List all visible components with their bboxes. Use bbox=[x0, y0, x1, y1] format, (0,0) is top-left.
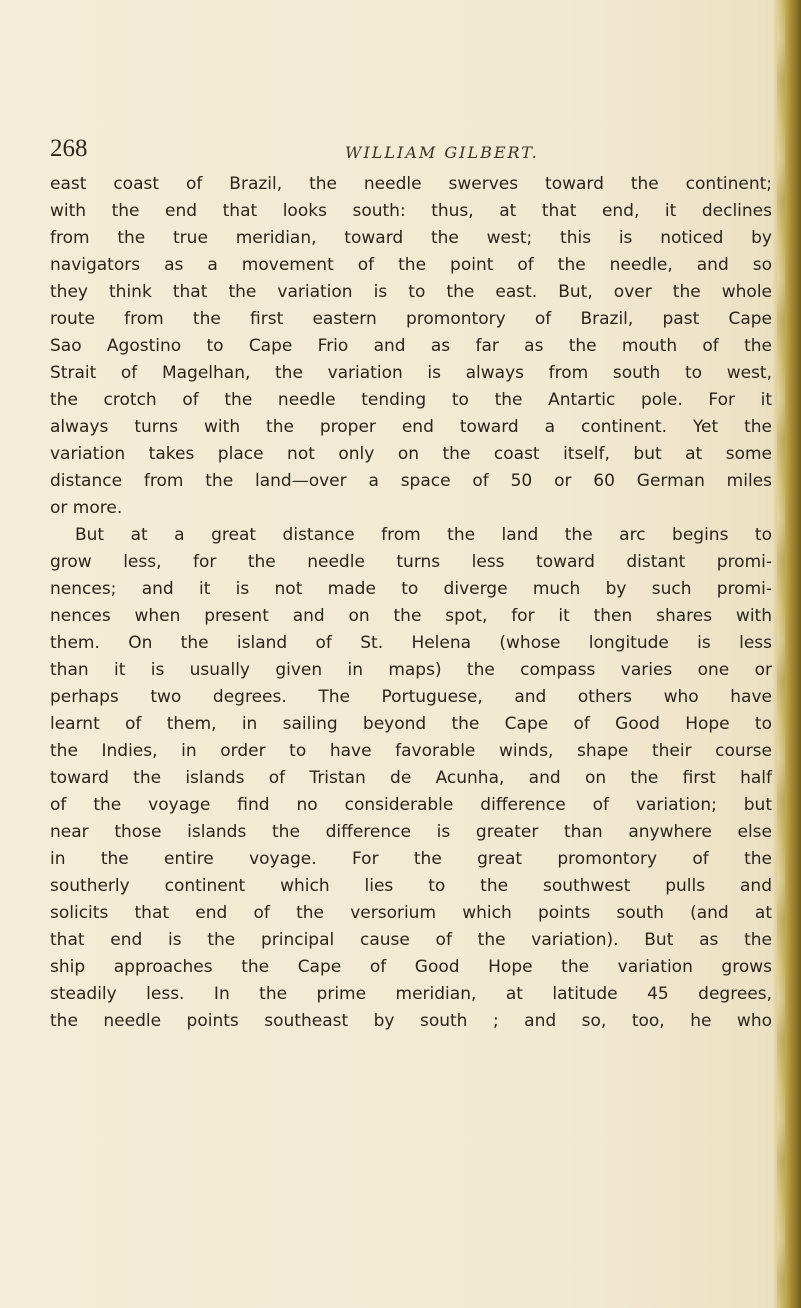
text-line: near those islands the difference is greater than anywhere else bbox=[50, 822, 772, 842]
text-line: them. On the island of St. Helena (whose longitude is less bbox=[50, 633, 772, 653]
body-text bbox=[50, 171, 772, 1035]
page-header bbox=[0, 135, 801, 167]
text-line: ship approaches the Cape of Good Hope the variation grows bbox=[50, 957, 772, 977]
text-line: toward the islands of Tristan de Acunha, and on the first half bbox=[50, 768, 772, 788]
page-number: 268 bbox=[50, 135, 88, 162]
text-line: distance from the land—over a space of 50 or 60 German miles bbox=[50, 471, 772, 491]
text-line: perhaps two degrees. The Portuguese, and others who have bbox=[50, 687, 772, 707]
text-line: the crotch of the needle tending to the Antartic pole. For it bbox=[50, 390, 772, 410]
paragraph-end-line: or more. bbox=[50, 498, 123, 518]
text-line: southerly continent which lies to the southwest pulls and bbox=[50, 876, 772, 896]
text-line: route from the first eastern promontory of Brazil, past Cape bbox=[50, 309, 772, 329]
page-binding-edge bbox=[771, 0, 801, 1308]
text-line: that end is the principal cause of the variation). But as the bbox=[50, 930, 772, 950]
text-line: grow less, for the needle turns less toward distant promi- bbox=[50, 552, 772, 572]
text-line: steadily less. In the prime meridian, at latitude 45 degrees, bbox=[50, 984, 772, 1004]
text-line: nences; and it is not made to diverge much by such promi- bbox=[50, 579, 772, 599]
text-line: navigators as a movement of the point of the needle, and so bbox=[50, 255, 772, 275]
text-line: variation takes place not only on the coast itself, but at some bbox=[50, 444, 772, 464]
text-line: they think that the variation is to the east. But, over the whole bbox=[50, 282, 772, 302]
paragraph-first-line: But at a great distance from the land the arc begins to bbox=[75, 525, 772, 545]
text-line: from the true meridian, toward the west; this is noticed by bbox=[50, 228, 772, 248]
text-line: the needle points southeast by south ; and so, too, he who bbox=[50, 1011, 772, 1031]
text-line: of the voyage find no considerable difference of variation; but bbox=[50, 795, 772, 815]
text-line: the Indies, in order to have favorable winds, shape their course bbox=[50, 741, 772, 761]
text-line: nences when present and on the spot, for it then shares with bbox=[50, 606, 772, 626]
text-line: with the end that looks south: thus, at that end, it declines bbox=[50, 201, 772, 221]
text-line: in the entire voyage. For the great promontory of the bbox=[50, 849, 772, 869]
text-line: Sao Agostino to Cape Frio and as far as the mouth of the bbox=[50, 336, 772, 356]
text-line: east coast of Brazil, the needle swerves toward the continent; bbox=[50, 174, 772, 194]
text-line: always turns with the proper end toward a continent. Yet the bbox=[50, 417, 772, 437]
text-line: learnt of them, in sailing beyond the Cape of Good Hope to bbox=[50, 714, 772, 734]
text-line: Strait of Magelhan, the variation is always from south to west, bbox=[50, 363, 772, 383]
text-line: than it is usually given in maps) the compass varies one or bbox=[50, 660, 772, 680]
running-head: WILLIAM GILBERT. bbox=[345, 143, 539, 162]
text-line: solicits that end of the versorium which points south (and at bbox=[50, 903, 772, 923]
